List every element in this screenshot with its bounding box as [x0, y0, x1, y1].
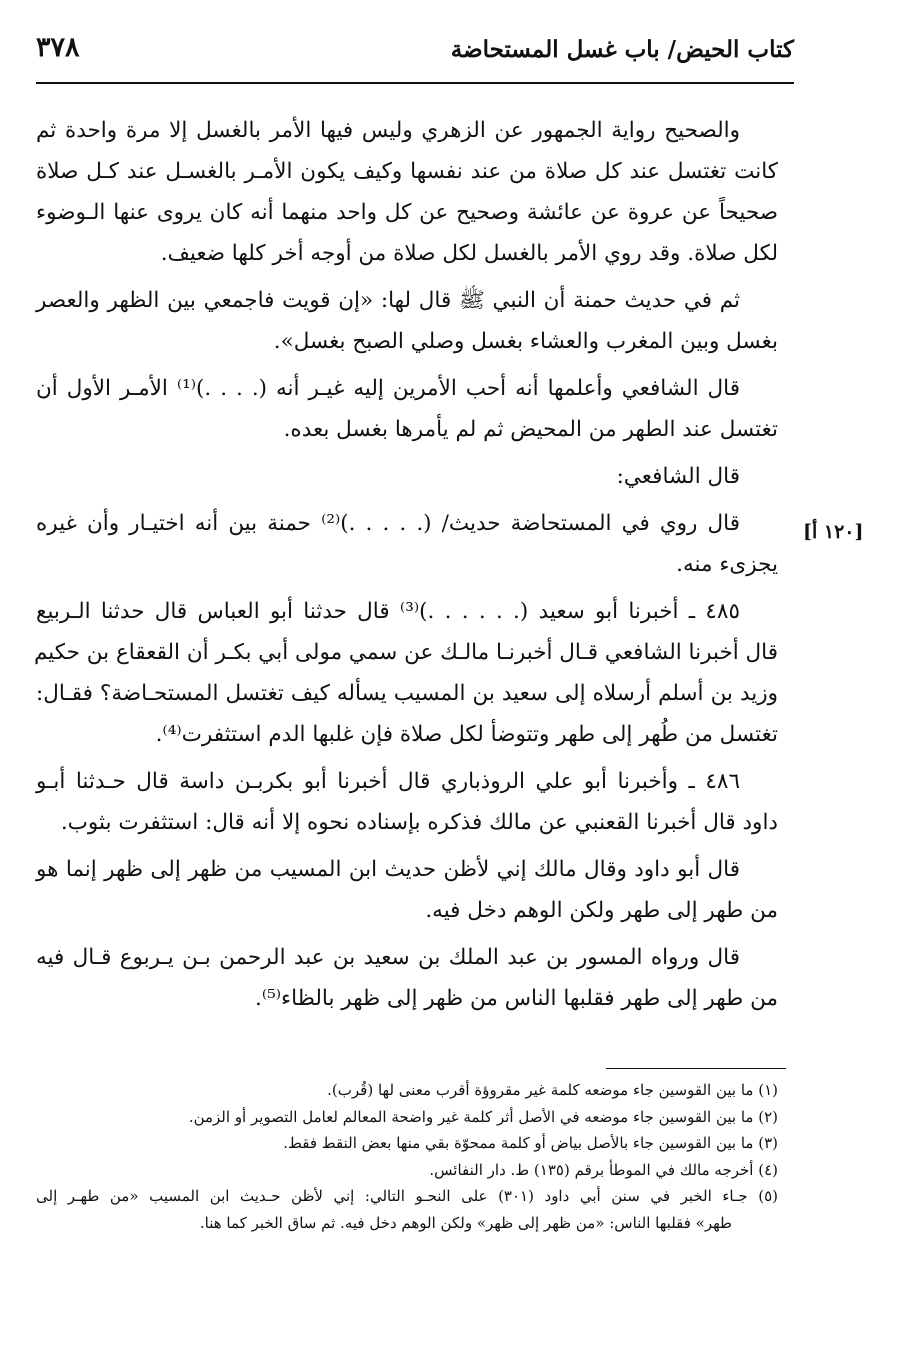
text-line: يجزىء منه. [676, 552, 778, 577]
text-line: كانت تغتسل عند كل صلاة من عند نفسها وكيف يكون الأمـر بالغسـل عند كـل صلاة [36, 159, 778, 184]
paragraph [36, 937, 778, 1019]
text-line: قال الشافعي وأعلمها أنه أحب الأمرين إليه غيـر أنه (. . . .)⁽¹⁾ الأمـر الأول أن [36, 376, 740, 401]
page-number: ٣٧٨ [36, 32, 80, 63]
text-line: تغتسل عند الطهر من المحيض ثم لم يأمرها بغسل بعده. [283, 417, 778, 442]
paragraph [36, 849, 778, 931]
text-line: بغسل وبين المغرب والعشاء بغسل وصلي الصبح بغسل». [273, 329, 778, 354]
footnote: (٢) ما بين القوسين جاء موضعه في الأصل أثر كلمة غير واضحة المعالم لعامل التصوير أو الزمن. [188, 1107, 778, 1126]
footnote: (٥) جـاء الخبر في سنن أبي داود (٣٠١) على النحـو التالي: إني لأظن حـديث ابن المسيب «من طهـر إلى [36, 1187, 778, 1205]
manuscript-folio-note: [١٢٠ أ] [803, 521, 864, 543]
footnote: (١) ما بين القوسين جاء موضعه كلمة غير مقروؤة أقرب معنى لها (قُرب). [327, 1081, 778, 1099]
text-line: لكل صلاة. وقد روي الأمر بالغسل لكل صلاة من أوجه أخر كلها ضعيف. [160, 241, 778, 266]
text-line: قال أخبرنا الشافعي قـال أخبرنـا مالـك عن سمي مولى أبي بكـر أن القعقاع بن حكيم [34, 640, 778, 665]
footnote: (٣) ما بين القوسين جاء بالأصل بياض أو كلمة ممحوّة بقي منها بعض النقط فقط. [283, 1134, 778, 1152]
text-line: ٤٨٦ ـ وأخبرنا أبو علي الروذباري قال أخبرنا أبو بكربـن داسة قال حـدثنا أبـو [36, 769, 740, 794]
paragraph [36, 456, 778, 497]
text-line: قال روي في المستحاضة حديث/ (. . . . .)⁽²⁾ حمنة بين أنه اختيـار وأن غيره [36, 511, 740, 536]
text-line: والصحيح رواية الجمهور عن الزهري وليس فيها الأمر بالغسل إلا مرة واحدة ثم [36, 118, 740, 143]
text-line: وزيد بن أسلم أرسلاه إلى سعيد بن المسيب يسأله كيف تغتسل المستحـاضة؟ فقـال: [36, 681, 778, 706]
text-line: قال الشافعي: [616, 464, 740, 489]
text-line: قال ورواه المسور بن عبد الملك بن سعيد بن عبد الرحمن بـن يـربوع قـال فيه [36, 945, 740, 970]
main-text [36, 110, 778, 1025]
text-line: من طهر إلى طهر فقلبها الناس من ظهر إلى ظهر بالظاء⁽⁵⁾. [255, 986, 778, 1011]
footnote-divider [606, 1068, 786, 1069]
paragraph [36, 280, 778, 362]
text-line: من طهر إلى طهر ولكن الوهم دخل فيه. [425, 898, 778, 923]
text-line: داود قال أخبرنا القعنبي عن مالك فذكره بإسناده نحوه إلا أنه قال: استثفرت بثوب. [60, 810, 778, 835]
footnotes [36, 1077, 778, 1236]
hadith-486 [36, 761, 778, 843]
paragraph [36, 503, 778, 585]
chapter-title: كتاب الحيض/ باب غسل المستحاضة [450, 36, 794, 63]
text-line: ثم في حديث حمنة أن النبي ﷺ قال لها: «إن قويت فاجمعي بين الظهر والعصر [36, 288, 740, 313]
footnote: (٤) أخرجه مالك في الموطأ برقم (١٣٥) ط. دار النفائس. [429, 1160, 778, 1179]
paragraph [36, 368, 778, 450]
hadith-485 [36, 591, 778, 755]
footnote-continuation: طهر» فقلبها الناس: «من ظهر إلى ظهر» ولكن الوهم دخل فيه. ثم ساق الخبر كما هنا. [199, 1213, 732, 1232]
paragraph [36, 110, 778, 274]
text-line: تغتسل من طُهر إلى طهر وتتوضأ لكل صلاة فإن غلبها الدم استثفرت⁽⁴⁾. [155, 722, 778, 747]
page-header [36, 30, 794, 84]
text-line: ٤٨٥ ـ أخبرنا أبو سعيد (. . . . . .)⁽³⁾ قال حدثنا أبو العباس قال حدثنا الـربيع [36, 599, 741, 624]
text-line: قال أبو داود وقال مالك إني لأظن حديث ابن المسيب من ظهر إلى ظهر إنما هو [36, 857, 740, 882]
text-line: صحيحاً عن عروة عن عائشة وصحيح عن كل واحد منهما أنه كان يروى عنها الـوضوء [36, 200, 778, 225]
